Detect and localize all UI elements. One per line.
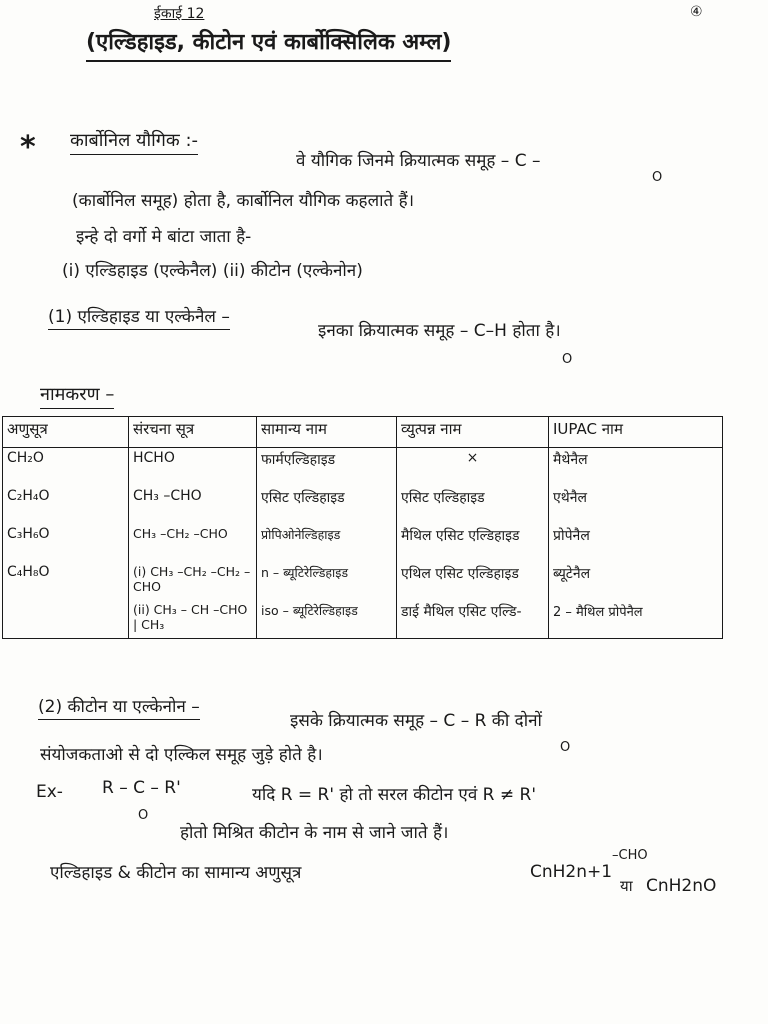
cell-formula: CH₂O (3, 448, 129, 487)
aldehyde-line1: इनका क्रियात्मक समूह – C–H होता है। (318, 321, 561, 341)
ketone-line2: संयोजकताओ से दो एल्किल समूह जुड़े होते है। (40, 745, 323, 765)
carbonyl-heading: कार्बोनिल यौगिक :- (70, 128, 198, 155)
table-row (3, 562, 723, 600)
table-row (3, 600, 723, 639)
example-formula-oxygen: O (138, 808, 149, 823)
naming-table (2, 416, 723, 639)
cell-formula: C₂H₄O (3, 486, 129, 524)
general-formula-2: CnH2nO (646, 876, 717, 896)
ketone-line3: होतो मिश्रित कीटोन के नाम से जाने जाते हैं। (180, 823, 449, 843)
cell-derived-name: मैथिल एसिट एल्डिहाइड (397, 524, 549, 562)
col-header-derived-name: व्युत्पन्न नाम (397, 417, 549, 448)
naming-heading: नामकरण – (40, 382, 114, 409)
col-header-formula: अणुसूत्र (3, 417, 129, 448)
general-formula-1: CnH2n+1 (530, 862, 613, 882)
cell-structure: (ii) CH₃ – CH –CHO | CH₃ (129, 600, 257, 639)
carbonyl-line1: वे यौगिक जिनमे क्रियात्मक समूह – C – (296, 151, 541, 171)
cell-formula: C₃H₆O (3, 524, 129, 562)
bullet-star: * (20, 130, 36, 165)
cell-common-name: n – ब्यूटिरेल्डिहाइड (257, 562, 397, 600)
cell-derived-name: एथिल एसिट एल्डिहाइड (397, 562, 549, 600)
cell-iupac-name: मैथेनैल (549, 448, 723, 487)
cell-common-name: iso – ब्यूटिरेल्डिहाइड (257, 600, 397, 639)
general-formula-2-prefix: या (620, 877, 633, 895)
ketone-heading: (2) कीटोन या एल्केनोन – (38, 694, 200, 720)
cell-structure: CH₃ –CHO (129, 486, 257, 524)
aldehyde-line1-oxygen: O (562, 352, 573, 367)
cell-iupac-name: 2 – मैथिल प्रोपेनैल (549, 600, 723, 639)
col-header-iupac-name: IUPAC नाम (549, 417, 723, 448)
carbonyl-line4: (i) एल्डिहाइड (एल्केनैल) (ii) कीटोन (एल्केनोन) (62, 261, 363, 281)
example-label: Ex- (36, 782, 63, 802)
ketone-line1: इसके क्रियात्मक समूह – C – R की दोनों (290, 711, 542, 731)
chapter-label: ईकाई 12 (154, 6, 205, 22)
table-row (3, 486, 723, 524)
ketone-line1-oxygen: O (560, 740, 571, 755)
carbonyl-line2: (कार्बोनिल समूह) होता है, कार्बोनिल यौगिक कहलाते हैं। (72, 191, 415, 211)
cell-structure: CH₃ –CH₂ –CHO (129, 524, 257, 562)
cell-structure: HCHO (129, 448, 257, 487)
table-header-row (3, 417, 723, 448)
cell-formula (3, 600, 129, 639)
cell-structure: (i) CH₃ –CH₂ –CH₂ –CHO (129, 562, 257, 600)
cell-iupac-name: ब्यूटेनैल (549, 562, 723, 600)
table-row (3, 448, 723, 487)
carbonyl-line3: इन्हे दो वर्गो मे बांटा जाता है- (76, 227, 252, 247)
example-text: यदि R = R' हो तो सरल कीटोन एवं R ≠ R' (252, 785, 537, 805)
carbonyl-line1-oxygen: O (652, 170, 663, 185)
table-row (3, 524, 723, 562)
cell-derived-name: डाई मैथिल एसिट एल्डि- (397, 600, 549, 639)
col-header-structure: संरचना सूत्र (129, 417, 257, 448)
col-header-common-name: सामान्य नाम (257, 417, 397, 448)
cell-derived-name: एसिट एल्डिहाइड (397, 486, 549, 524)
cell-iupac-name: एथेनैल (549, 486, 723, 524)
aldehyde-heading: (1) एल्डिहाइड या एल्केनैल – (48, 304, 230, 330)
general-formula-text: एल्डिहाइड & कीटोन का सामान्य अणुसूत्र (50, 863, 302, 883)
cell-iupac-name: प्रोपेनैल (549, 524, 723, 562)
page-mark: ④ (690, 4, 703, 20)
example-formula: R – C – R' (102, 778, 181, 798)
cell-common-name: एसिट एल्डिहाइड (257, 486, 397, 524)
cell-common-name: फार्मएल्डिहाइड (257, 448, 397, 487)
page-title: (एल्डिहाइड, कीटोन एवं कार्बोक्सिलिक अम्ल) (86, 26, 451, 62)
cell-formula: C₄H₈O (3, 562, 129, 600)
general-formula-1-group: –CHO (612, 848, 648, 863)
cell-common-name: प्रोपिओनेल्डिहाइड (257, 524, 397, 562)
cell-derived-name: × (397, 448, 549, 487)
